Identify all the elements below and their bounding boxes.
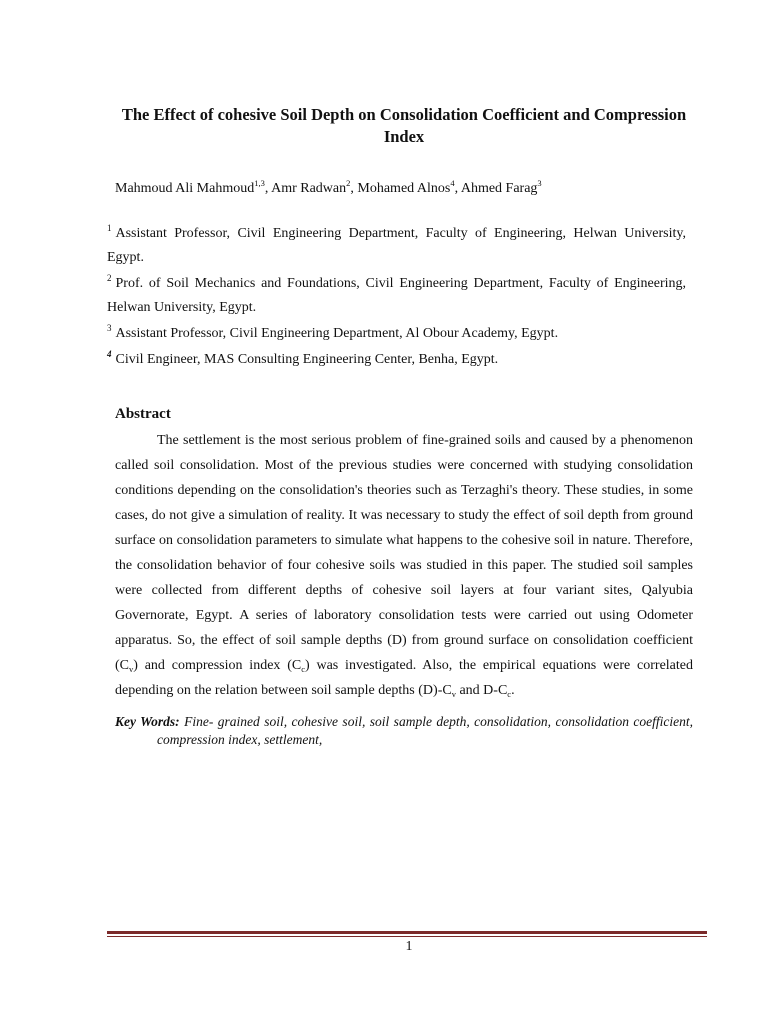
abstract-text-segment: ) and compression index (C bbox=[133, 658, 302, 673]
affiliation-number: 3 bbox=[107, 323, 112, 333]
author-separator: , bbox=[454, 181, 461, 196]
affiliation-1 bbox=[107, 222, 686, 270]
affiliation-2 bbox=[107, 272, 686, 320]
author-name: Ahmed Farag bbox=[460, 181, 538, 196]
page-number: 1 bbox=[405, 939, 413, 954]
affiliation-text: Assistant Professor, Civil Engineering Department, Al Obour Academy, Egypt. bbox=[115, 326, 559, 341]
author-separator: , bbox=[350, 181, 358, 196]
page-title: The Effect of cohesive Soil Depth on Consolidation Coefficient and Compression Index bbox=[121, 105, 687, 146]
subscript-v: v bbox=[129, 664, 134, 674]
abstract-heading: Abstract bbox=[115, 406, 171, 422]
abstract-text-segment: . bbox=[511, 683, 515, 698]
affiliation-number: 4 bbox=[107, 349, 112, 359]
affiliation-text: Civil Engineer, MAS Consulting Engineering Center, Benha, Egypt. bbox=[115, 352, 499, 367]
footer-rule-thick bbox=[107, 931, 707, 934]
keywords-text: Fine- grained soil, cohesive soil, soil sample depth, consolidation, consolidation coefficient, compression index, settlement, bbox=[157, 714, 693, 747]
author-name: Mohamed Alnos bbox=[357, 181, 451, 196]
affiliation-4 bbox=[107, 348, 686, 372]
affiliation-text: Assistant Professor, Civil Engineering Department, Faculty of Engineering, Helwan University, Egypt. bbox=[107, 226, 686, 265]
author-list bbox=[115, 180, 542, 198]
author-name: Amr Radwan bbox=[271, 181, 347, 196]
author-affiliation-mark: 1,3 bbox=[254, 178, 265, 188]
author-affiliation-mark: 4 bbox=[450, 178, 455, 188]
author-affiliation-mark: 2 bbox=[346, 178, 351, 188]
author-name: Mahmoud Ali Mahmoud bbox=[115, 181, 255, 196]
abstract-text-segment: The settlement is the most serious problem of fine-grained soils and caused by a phenomenon called soil consolidation. Most of the previous studies were concerned with studying consolidation conditions depending on the consolidation's theories such as Terzaghi's theory. These studies, in some cases, do not give a simulation of reality. It was necessary to study the effect of soil depth from ground surface on consolidation parameters to simulate what happens to the cohesive soil in nature. Therefore, the consolidation behavior of four cohesive soils was studied in this paper. The studied soil samples were collected from different depths of cohesive soil layers at four variant sites, Qalyubia Governorate, Egypt. A series of laboratory consolidation tests were carried out using Odometer apparatus. So, the effect of soil sample depths (D) from ground surface on consolidation coefficient (C bbox=[115, 433, 693, 673]
abstract-text-segment: ) was investigated. Also, the empirical equations were correlated depending on the relation between soil sample depths (D)-C bbox=[115, 658, 694, 698]
subscript-v: v bbox=[451, 689, 456, 699]
abstract-text-segment: and D-C bbox=[455, 683, 508, 698]
subscript-c: c bbox=[507, 689, 512, 699]
keywords-label: Key Words: bbox=[115, 714, 180, 729]
keywords bbox=[115, 713, 693, 749]
affiliation-number: 1 bbox=[107, 223, 112, 233]
subscript-c: c bbox=[301, 664, 306, 674]
abstract-body bbox=[115, 428, 693, 703]
affiliation-3 bbox=[107, 322, 686, 346]
author-affiliation-mark: 3 bbox=[537, 178, 542, 188]
affiliation-text: Prof. of Soil Mechanics and Foundations, Civil Engineering Department, Faculty of Engineering, Helwan University, Egypt. bbox=[107, 276, 686, 315]
affiliation-number: 2 bbox=[107, 273, 112, 283]
footer-rule-thin bbox=[107, 936, 707, 937]
author-separator: , bbox=[264, 181, 272, 196]
